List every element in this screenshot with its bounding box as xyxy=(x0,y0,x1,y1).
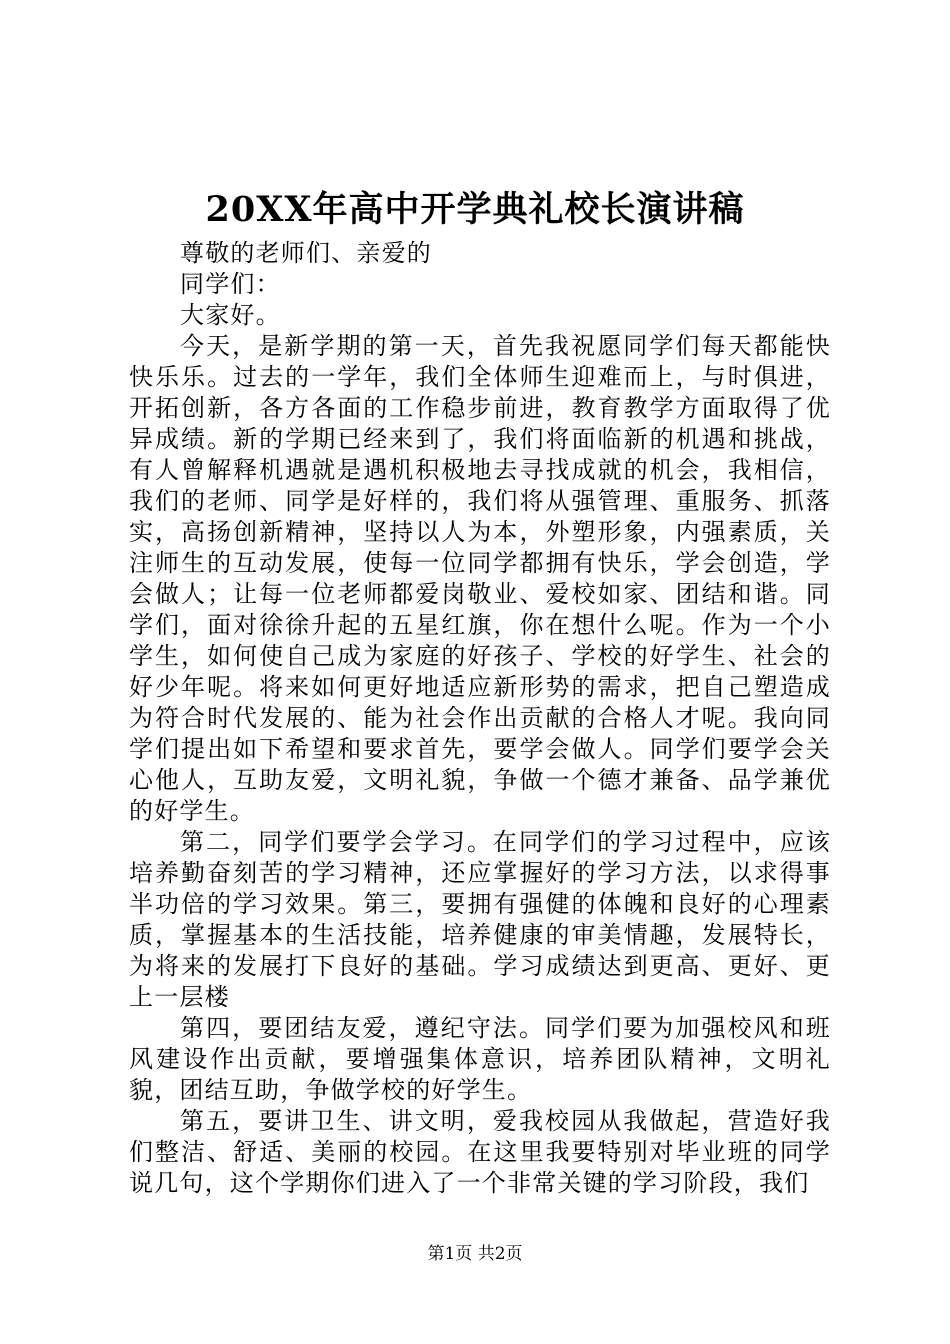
paragraph-fourth: 第四，要团结友爱，遵纪守法。同学们要为加强校风和班风建设作出贡献，要增强集体意识，培养团队精神，文明礼貌，团结互助，争做学校的好学生。 xyxy=(129,1014,831,1104)
document-body xyxy=(129,238,831,1199)
salutation-line-1: 尊敬的老师们、亲爱的 xyxy=(180,239,432,267)
paragraph-fifth: 第五，要讲卫生、讲文明，爱我校园从我做起，营造好我们整洁、舒适、美丽的校园。在这里我要特别对毕业班的同学说几句，这个学期你们进入了一个非常关键的学习阶段，我们 xyxy=(129,1107,831,1197)
paragraph-opening: 今天，是新学期的第一天，首先我祝愿同学们每天都能快快乐乐。过去的一学年，我们全体师生迎难而上，与时俱进，开拓创新，各方各面的工作稳步前进，教育教学方面取得了优异成绩。新的学期已经来到了，我们将面临新的机遇和挑战，有人曾解释机遇就是遇机积极地去寻找成就的机会，我相信，我们的老师、同学是好样的，我们将从强管理、重服务、抓落实，高扬创新精神，坚持以人为本，外塑形象，内强素质，关注师生的互动发展，使每一位同学都拥有快乐，学会创造，学会做人；让每一位老师都爱岗敬业、爱校如家、团结和谐。同学们，面对徐徐升起的五星红旗，你在想什么呢。作为一个小学生，如何使自己成为家庭的好孩子、学校的好学生、社会的好少年呢。将来如何更好地适应新形势的需求，把自己塑造成为符合时代发展的、能为社会作出贡献的合格人才呢。我向同学们提出如下希望和要求首先，要学会做人。同学们要学会关心他人，互助友爱，文明礼貌，争做一个德才兼备、品学兼优的好学生。 xyxy=(129,332,831,825)
paragraph-second: 第二，同学们要学会学习。在同学们的学习过程中，应该培养勤奋刻苦的学习精神，还应掌握好的学习方法，以求得事半功倍的学习效果。第三，要拥有强健的体魄和良好的心理素质，掌握基本的生活技能，培养健康的审美情趣，发展特长，为将来的发展打下良好的基础。学习成绩达到更高、更好、更上一层楼 xyxy=(129,828,831,1011)
salutation-line-2: 同学们： xyxy=(180,270,281,298)
greeting: 大家好。 xyxy=(180,301,281,329)
document-title: 20XX年高中开学典礼校长演讲稿 xyxy=(205,189,745,230)
page-footer: 第1页 共2页 xyxy=(427,1244,523,1264)
